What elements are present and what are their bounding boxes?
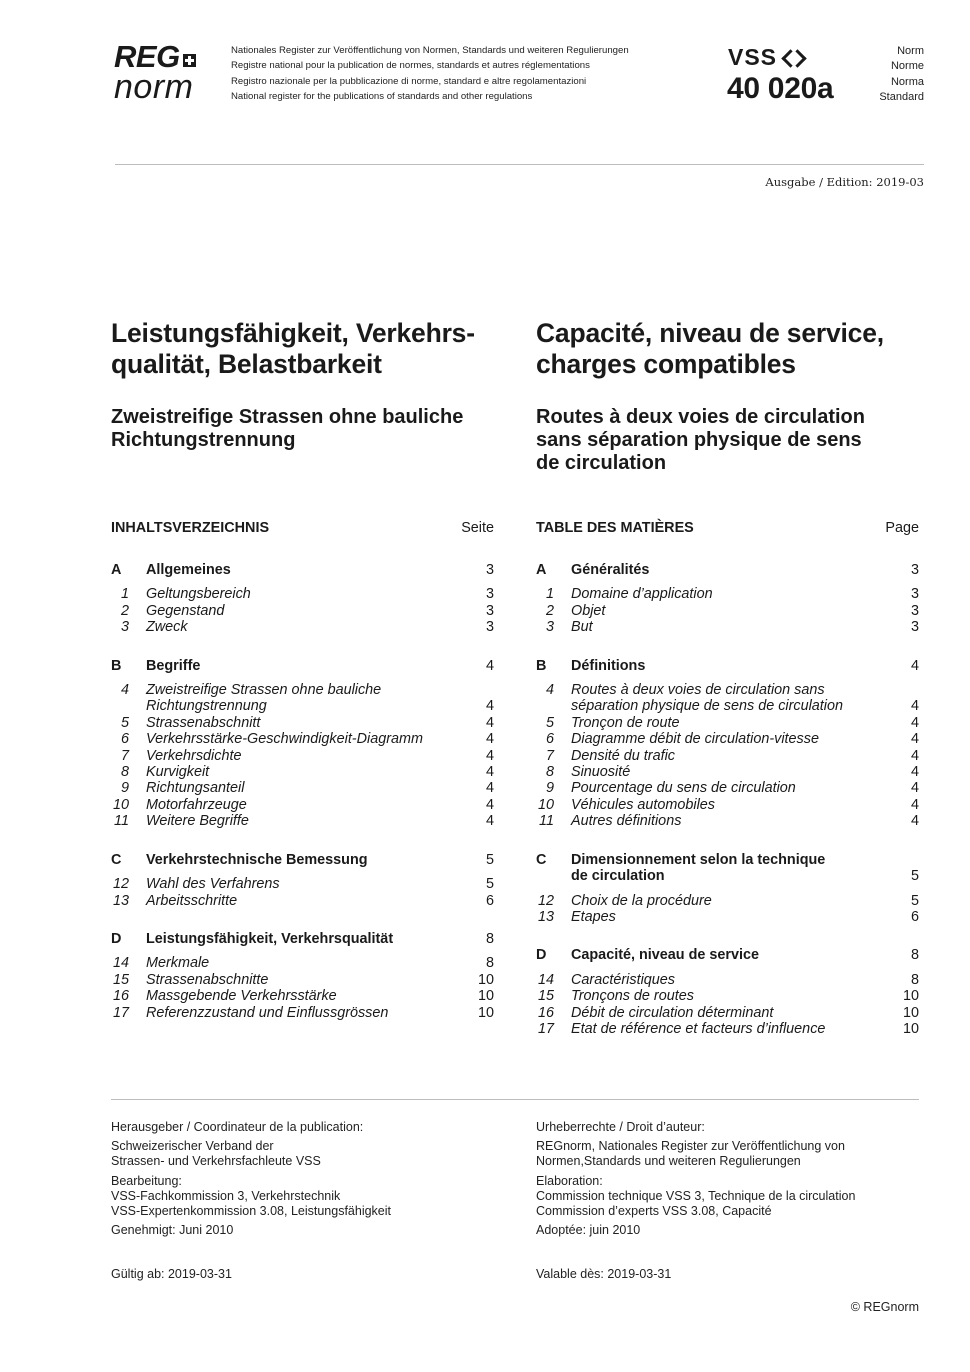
footer-line: REGnorm, Nationales Register zur Veröffentlichung von — [536, 1139, 845, 1154]
item-page: 10 — [902, 1020, 919, 1037]
section-items — [111, 682, 494, 830]
section-items — [536, 972, 919, 1038]
item-page: 4 — [910, 731, 919, 748]
section-title-line: Allgemeines — [146, 562, 231, 578]
toc-section — [111, 852, 494, 868]
item-number: 14 — [112, 955, 129, 972]
item-title — [571, 603, 889, 619]
item-number: 15 — [537, 988, 554, 1005]
item-title-line: Etapes — [571, 908, 616, 925]
footer-line: Normen,Standards und weiteren Regulierungen — [536, 1154, 801, 1169]
item-title-line: Diagramme débit de circulation-vitesse — [571, 731, 819, 748]
toc-de — [111, 520, 494, 1021]
item-title — [571, 893, 889, 909]
footer-line: Herausgeber / Coordinateur de la publication: — [111, 1120, 364, 1134]
toc-item — [111, 988, 494, 1004]
logo-reg-text: REG — [114, 39, 180, 74]
type-label-en: Standard — [879, 90, 924, 103]
footer-group — [536, 1223, 916, 1238]
toc-sections — [111, 562, 494, 1021]
item-number: 9 — [545, 780, 554, 797]
section-letter: A — [111, 562, 122, 578]
item-page: 3 — [485, 602, 494, 619]
section-letter: D — [111, 930, 122, 947]
item-title-line: Verkehrsstärke-Geschwindigkeit-Diagramm — [146, 731, 423, 748]
item-title-line: Densité du trafic — [571, 747, 675, 764]
toc-item — [111, 780, 494, 796]
section-items — [536, 893, 919, 926]
item-page: 4 — [485, 813, 494, 830]
item-title-line: Pourcentage du sens de circulation — [571, 780, 796, 797]
footer-line: VSS-Expertenkommission 3.08, Leistungsfähigkeit — [111, 1204, 392, 1219]
item-number: 6 — [120, 731, 129, 748]
footer-line: Strassen- und Verkehrsfachleute VSS — [111, 1154, 321, 1169]
item-title — [146, 682, 464, 715]
toc-item — [111, 682, 494, 715]
item-title — [571, 764, 889, 780]
regnorm-logo — [114, 39, 214, 106]
item-number: 5 — [545, 714, 554, 731]
copyright-info — [536, 1120, 916, 1238]
section-letter: C — [111, 851, 122, 868]
item-number: 3 — [545, 619, 554, 636]
section-title-line: Leistungsfähigkeit, Verkehrsqualität — [146, 930, 394, 947]
item-title — [146, 988, 464, 1004]
footer-line: Commission technique VSS 3, Technique de la circulation — [536, 1188, 856, 1203]
item-number: 12 — [537, 892, 554, 909]
toc-item — [536, 909, 919, 925]
section-title — [571, 562, 889, 578]
footer-divider — [111, 1099, 919, 1100]
item-title-line: Kurvigkeit — [146, 764, 210, 781]
item-page: 10 — [477, 971, 494, 988]
toc-item — [536, 797, 919, 813]
footer-group — [536, 1139, 916, 1169]
item-page: 6 — [485, 892, 494, 909]
section-title — [146, 852, 464, 868]
title-fr: Capacité, niveau de service, charges compatibles — [536, 318, 884, 379]
item-number: 2 — [120, 602, 129, 619]
section-page: 5 — [910, 868, 919, 885]
item-title-line: Véhicules automobiles — [571, 796, 715, 813]
section-page: 3 — [485, 562, 494, 578]
toc-item — [111, 731, 494, 747]
copyright-notice: © REGnorm — [850, 1300, 919, 1314]
item-title-line: Massgebende Verkehrsstärke — [146, 988, 337, 1005]
item-title — [146, 1005, 464, 1021]
toc-section — [536, 562, 919, 578]
section-title — [571, 658, 889, 674]
item-number: 5 — [120, 714, 129, 731]
logo-norm-text: norm — [114, 68, 194, 106]
item-title-line: Tronçon de route — [571, 714, 680, 731]
toc-item — [536, 748, 919, 764]
footer-line: Commission d’experts VSS 3.08, Capacité — [536, 1204, 772, 1219]
toc-section — [536, 852, 919, 885]
section-page: 4 — [910, 657, 919, 674]
item-page: 4 — [910, 813, 919, 830]
item-title — [571, 972, 889, 988]
item-page: 4 — [485, 780, 494, 797]
toc-item — [536, 603, 919, 619]
header-divider — [115, 164, 924, 165]
section-title-line: Verkehrstechnische Bemessung — [146, 851, 368, 868]
footer-group — [111, 1223, 491, 1238]
item-title — [146, 813, 464, 829]
toc-item — [111, 813, 494, 829]
section-title-line: de circulation — [571, 868, 665, 885]
register-line-de: Nationales Register zur Veröffentlichung von Normen, Standards und weiteren Regulierungen — [231, 45, 629, 56]
item-title-line: Merkmale — [146, 955, 210, 972]
footer-line: VSS-Fachkommission 3, Verkehrstechnik — [111, 1188, 341, 1203]
section-title — [571, 852, 889, 885]
footer-group — [111, 1120, 491, 1135]
toc-item — [536, 682, 919, 715]
toc-page-label: Page — [885, 520, 919, 536]
item-page: 8 — [485, 955, 494, 972]
toc-item — [111, 972, 494, 988]
item-title — [146, 972, 464, 988]
item-number: 10 — [112, 796, 129, 813]
item-title — [146, 748, 464, 764]
item-number: 14 — [537, 971, 554, 988]
item-title-line: Domaine d’application — [571, 586, 713, 603]
subtitle-de: Zweistreifige Strassen ohne bauliche Richtungstrennung — [111, 406, 464, 451]
item-title-line: Etat de référence et facteurs d’influence — [571, 1020, 826, 1037]
footer-line: Schweizerischer Verband der — [111, 1139, 274, 1154]
item-title-line: But — [571, 619, 593, 636]
toc-item — [111, 748, 494, 764]
toc-item — [536, 1021, 919, 1037]
edition-date: Ausgabe / Edition: 2019-03 — [765, 175, 924, 189]
section-title-line: Généralités — [571, 562, 650, 578]
item-title — [571, 586, 889, 602]
item-title-line: Arbeitsschritte — [146, 892, 238, 909]
item-title-line: Caractéristiques — [571, 971, 675, 988]
toc-item — [111, 955, 494, 971]
item-title — [146, 603, 464, 619]
item-number: 10 — [537, 796, 554, 813]
item-title — [571, 748, 889, 764]
section-items — [111, 955, 494, 1021]
item-title-line: Routes à deux voies de circulation sans — [571, 682, 825, 699]
footer-line: Adoptée: juin 2010 — [536, 1223, 641, 1238]
toc-section — [111, 562, 494, 578]
item-title-line: Richtungsanteil — [146, 780, 245, 797]
item-number: 11 — [539, 813, 554, 830]
toc-item — [536, 893, 919, 909]
item-title-line: Autres définitions — [571, 813, 682, 830]
item-number: 17 — [112, 1004, 129, 1021]
toc-page-label: Seite — [461, 520, 494, 536]
section-page: 8 — [485, 930, 494, 947]
item-page: 4 — [910, 714, 919, 731]
item-title — [571, 1021, 889, 1037]
item-page: 3 — [910, 619, 919, 636]
item-number: 13 — [537, 908, 554, 925]
register-line-it: Registro nazionale per la pubblicazione di norme, standard e altre regolamentazioni — [231, 75, 587, 87]
item-page: 4 — [910, 747, 919, 764]
item-page: 4 — [485, 747, 494, 764]
item-title — [571, 1005, 889, 1021]
item-page: 10 — [477, 988, 494, 1005]
item-title-line: Wahl des Verfahrens — [146, 876, 280, 893]
item-number: 2 — [545, 602, 554, 619]
item-title-line: Tronçons de routes — [571, 988, 694, 1005]
section-title — [571, 947, 889, 963]
footer-group — [111, 1139, 491, 1169]
toc-item — [111, 893, 494, 909]
item-number: 1 — [120, 586, 129, 603]
section-title-line: Définitions — [571, 657, 646, 674]
toc-item — [536, 780, 919, 796]
section-items — [111, 586, 494, 635]
item-title — [146, 893, 464, 909]
item-title — [571, 715, 889, 731]
section-items — [536, 682, 919, 830]
register-line-en: National register for the publications of standards and other regulations — [231, 90, 533, 102]
toc-item — [536, 813, 919, 829]
item-title — [571, 619, 889, 635]
item-title-line: Zweistreifige Strassen ohne bauliche — [146, 682, 382, 699]
section-title-line: Capacité, niveau de service — [571, 947, 759, 964]
section-title-line: Dimensionnement selon la technique — [571, 851, 826, 868]
item-number: 15 — [112, 971, 129, 988]
section-title — [146, 931, 464, 947]
toc-item — [536, 764, 919, 780]
section-page: 8 — [910, 947, 919, 964]
item-page: 4 — [910, 796, 919, 813]
vss-arrows-icon — [782, 47, 806, 67]
item-number: 3 — [120, 619, 129, 636]
item-page: 6 — [910, 908, 919, 925]
item-title-line: Sinuosité — [571, 764, 631, 781]
section-page: 3 — [910, 562, 919, 578]
toc-header — [111, 520, 494, 540]
toc-heading: TABLE DES MATIÈRES — [536, 520, 694, 536]
item-number: 7 — [545, 747, 554, 764]
toc-section — [536, 658, 919, 674]
item-number: 16 — [112, 988, 129, 1005]
toc-item — [536, 1005, 919, 1021]
section-letter: D — [536, 947, 547, 964]
register-description — [231, 43, 629, 104]
type-label-de: Norm — [897, 45, 924, 57]
item-title-line: Weitere Begriffe — [146, 813, 249, 830]
item-title — [571, 797, 889, 813]
item-page: 3 — [485, 586, 494, 603]
toc-item — [111, 764, 494, 780]
item-title-line: Richtungstrennung — [146, 698, 267, 715]
toc-fr — [536, 520, 919, 1037]
toc-item — [111, 797, 494, 813]
item-page: 3 — [910, 602, 919, 619]
footer-group — [536, 1120, 916, 1135]
section-title — [146, 658, 464, 674]
document-number: 40 020a — [727, 72, 834, 105]
toc-item — [536, 715, 919, 731]
item-number: 7 — [120, 747, 129, 764]
item-title — [146, 586, 464, 602]
footer-line: Genehmigt: Juni 2010 — [111, 1223, 234, 1238]
footer-line: Urheberrechte / Droit d’auteur: — [536, 1120, 705, 1134]
item-title-line: Strassenabschnitte — [146, 971, 269, 988]
type-label-fr: Norme — [890, 60, 924, 73]
valid-from-fr: Valable dès: 2019-03-31 — [536, 1267, 672, 1281]
footer-line: Bearbeitung: — [111, 1173, 182, 1188]
item-title — [146, 715, 464, 731]
item-page: 4 — [910, 698, 919, 715]
section-letter: B — [536, 657, 547, 674]
item-number: 13 — [112, 892, 129, 909]
item-number: 4 — [545, 682, 554, 699]
register-line-fr: Registre national pour la publication de normes, standards et autres réglementations — [231, 60, 590, 72]
section-letter: C — [536, 851, 547, 868]
item-number: 8 — [120, 764, 129, 781]
type-label-it: Norma — [890, 75, 924, 88]
item-title-line: Strassenabschnitt — [146, 714, 261, 731]
item-number: 8 — [545, 764, 554, 781]
vss-logo — [728, 44, 806, 70]
item-title — [146, 955, 464, 971]
toc-item — [536, 988, 919, 1004]
item-title-line: Verkehrsdichte — [146, 747, 242, 764]
item-number: 17 — [537, 1020, 554, 1037]
item-title-line: Débit de circulation déterminant — [571, 1004, 774, 1021]
section-letter: B — [111, 657, 122, 674]
item-title — [571, 780, 889, 796]
toc-section — [536, 947, 919, 963]
toc-section — [111, 931, 494, 947]
publisher-info — [111, 1120, 491, 1238]
item-page: 4 — [485, 714, 494, 731]
vss-logo-text: VSS — [728, 44, 778, 70]
toc-item — [536, 731, 919, 747]
item-title-line: séparation physique de sens de circulation — [571, 698, 843, 715]
item-page: 3 — [485, 619, 494, 636]
item-number: 9 — [120, 780, 129, 797]
item-number: 11 — [114, 813, 129, 830]
title-de: Leistungsfähigkeit, Verkehrs- qualität, Belastbarkeit — [111, 318, 475, 379]
section-letter: A — [536, 562, 547, 578]
item-title — [146, 797, 464, 813]
footer-group — [111, 1174, 491, 1220]
item-number: 16 — [537, 1004, 554, 1021]
toc-heading: INHALTSVERZEICHNIS — [111, 520, 270, 536]
item-title-line: Motorfahrzeuge — [146, 796, 247, 813]
item-number: 12 — [112, 876, 129, 893]
item-title — [146, 876, 464, 892]
item-page: 5 — [485, 876, 494, 893]
item-page: 5 — [910, 892, 919, 909]
item-title — [571, 813, 889, 829]
item-title — [571, 731, 889, 747]
item-title-line: Choix de la procédure — [571, 892, 712, 909]
footer-line: Elaboration: — [536, 1173, 603, 1188]
toc-header — [536, 520, 919, 540]
item-number: 1 — [545, 586, 554, 603]
item-title-line: Zweck — [146, 619, 188, 636]
toc-item — [111, 715, 494, 731]
toc-item — [536, 586, 919, 602]
item-title-line: Objet — [571, 602, 606, 619]
subtitle-fr: Routes à deux voies de circulation sans séparation physique de sens de circulation — [536, 406, 865, 474]
item-page: 4 — [910, 780, 919, 797]
swiss-cross-icon — [183, 54, 196, 67]
item-title — [146, 764, 464, 780]
section-items — [111, 876, 494, 909]
item-page: 10 — [902, 1004, 919, 1021]
toc-item — [111, 619, 494, 635]
toc-sections — [536, 562, 919, 1037]
section-page: 4 — [485, 657, 494, 674]
item-title-line: Geltungsbereich — [146, 586, 251, 603]
item-title — [571, 988, 889, 1004]
item-page: 8 — [910, 971, 919, 988]
toc-item — [111, 586, 494, 602]
item-page: 4 — [485, 698, 494, 715]
section-title-line: Begriffe — [146, 657, 201, 674]
item-number: 6 — [545, 731, 554, 748]
document-type-labels — [879, 44, 924, 105]
item-page: 4 — [485, 731, 494, 748]
item-number: 4 — [120, 682, 129, 699]
item-title — [146, 780, 464, 796]
item-page: 4 — [485, 796, 494, 813]
toc-item — [536, 972, 919, 988]
toc-item — [536, 619, 919, 635]
toc-item — [111, 876, 494, 892]
item-title-line: Referenzzustand und Einflussgrössen — [146, 1004, 389, 1021]
item-title — [571, 909, 889, 925]
section-page: 5 — [485, 851, 494, 868]
item-page: 10 — [902, 988, 919, 1005]
item-title — [571, 682, 889, 715]
item-page: 4 — [910, 764, 919, 781]
footer-group — [536, 1174, 916, 1220]
item-page: 3 — [910, 586, 919, 603]
item-title — [146, 731, 464, 747]
toc-item — [111, 603, 494, 619]
item-page: 10 — [477, 1004, 494, 1021]
valid-from-de: Gültig ab: 2019-03-31 — [111, 1267, 232, 1281]
item-title — [146, 619, 464, 635]
toc-item — [111, 1005, 494, 1021]
toc-section — [111, 658, 494, 674]
section-items — [536, 586, 919, 635]
item-title-line: Gegenstand — [146, 602, 225, 619]
section-title — [146, 562, 464, 578]
item-page: 4 — [485, 764, 494, 781]
